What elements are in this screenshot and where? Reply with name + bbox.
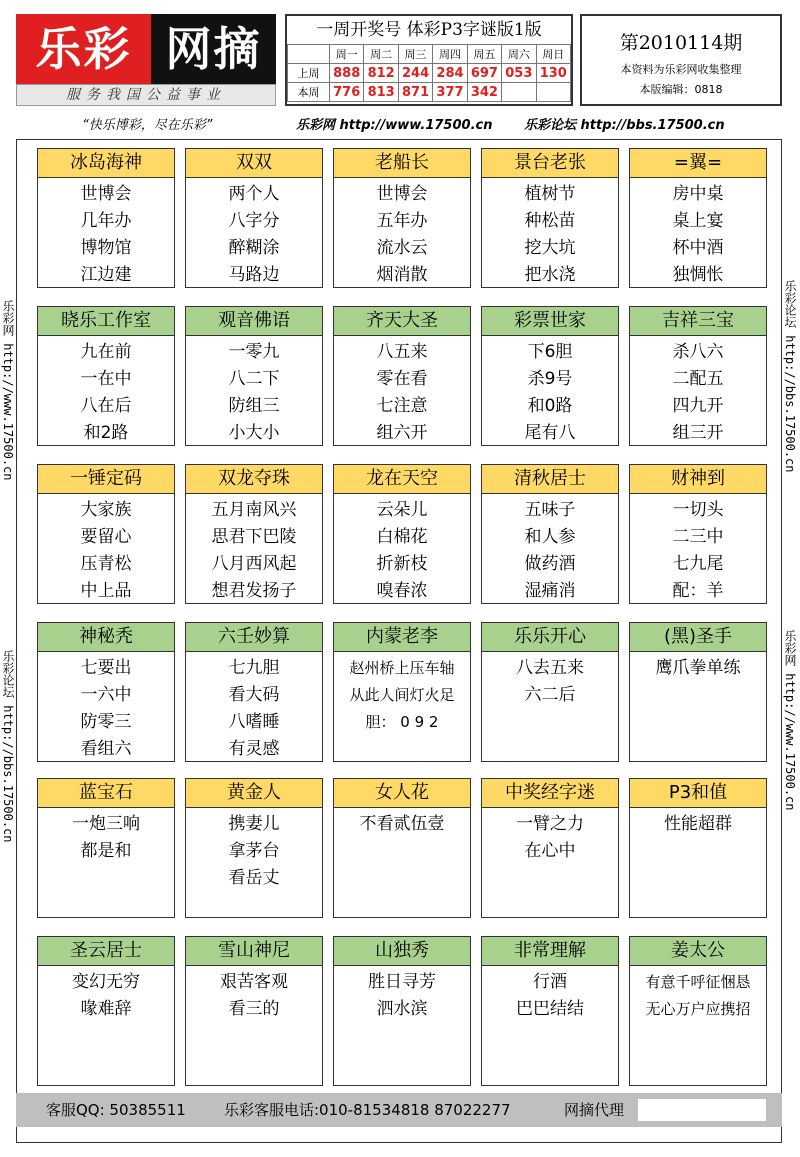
riddle-cell: [629, 778, 767, 918]
riddle-author: 冰岛海神: [37, 148, 175, 178]
row-label: 本周: [288, 83, 330, 102]
riddle-line: 七注意: [376, 396, 428, 416]
riddle-line: 配：羊: [672, 581, 724, 601]
riddle-line: 从此人间灯火足: [349, 686, 455, 704]
draw-days-row: [288, 45, 571, 64]
riddle-cell: [629, 622, 767, 762]
footer-qq: 客服QQ: 50385511: [46, 1101, 186, 1119]
riddle-line: 五年办: [376, 211, 428, 231]
riddle-line: 组六开: [376, 423, 428, 443]
riddle-line: 防组三: [228, 396, 280, 416]
riddle-line: 八去五来: [516, 658, 584, 678]
riddle-line: 一在中: [80, 369, 132, 389]
riddle-line: 八在后: [80, 396, 132, 416]
riddle-cell: [629, 148, 767, 288]
draw-number: 377: [433, 83, 467, 102]
riddle-line: 折新枝: [376, 554, 428, 574]
riddle-line: 桌上宴: [672, 211, 724, 231]
riddle-text: [38, 497, 174, 605]
riddle-text: [334, 497, 470, 605]
draw-number: 130: [536, 64, 570, 83]
riddle-line: 性能超群: [664, 814, 732, 834]
riddle-line: 江边建: [80, 265, 132, 285]
issue-number: 第2010114期: [619, 32, 743, 54]
draw-row-this-week: [288, 83, 571, 102]
riddle-line: 一炮三响: [72, 814, 140, 834]
riddle-author: 财神到: [629, 464, 767, 494]
riddle-cell: [481, 936, 619, 1086]
riddle-line: 看三的: [228, 999, 280, 1019]
riddle-text: [482, 181, 618, 289]
riddle-line: 烟消散: [376, 265, 428, 285]
riddle-cell: [333, 148, 471, 288]
riddle-line: 要留心: [80, 527, 132, 547]
riddle-line: 房中桌: [672, 184, 724, 204]
riddle-line: 有灵感: [228, 739, 280, 759]
riddle-line: 世博会: [80, 184, 132, 204]
riddle-author: 内蒙老李: [333, 622, 471, 652]
riddle-line: 和人参: [524, 527, 576, 547]
riddle-line: 八字分: [228, 211, 280, 231]
riddle-text: [482, 655, 618, 709]
riddle-line: 挖大坑: [524, 238, 576, 258]
riddle-line: 压青松: [80, 554, 132, 574]
riddle-line: 思君下巴陵: [211, 527, 297, 547]
riddle-line: 博物馆: [80, 238, 132, 258]
draw-row-last-week: [288, 64, 571, 83]
riddle-author: 女人花: [333, 778, 471, 808]
riddle-line: 几年办: [80, 211, 132, 231]
riddle-line: 五味子: [524, 500, 576, 520]
riddle-author: 齐天大圣: [333, 306, 471, 336]
riddle-text: [482, 811, 618, 865]
riddle-text: [38, 181, 174, 289]
draw-number: 284: [433, 64, 467, 83]
riddle-line: 八嗜睡: [228, 712, 280, 732]
riddle-line: 看组六: [80, 739, 132, 759]
riddle-author: 雪山神尼: [185, 936, 323, 966]
riddle-text: [630, 181, 766, 289]
riddle-author: 一锤定码: [37, 464, 175, 494]
day-header: 周二: [364, 45, 398, 64]
riddle-author: 蓝宝石: [37, 778, 175, 808]
riddle-text: [334, 969, 470, 1023]
riddle-line: 湿痛消: [524, 581, 576, 601]
riddle-line: 八月西风起: [211, 554, 297, 574]
riddle-line: 六二后: [524, 685, 576, 705]
day-header: 周一: [330, 45, 364, 64]
side-text-left-bottom: 乐彩论坛 http://bbs.17500.cn: [1, 650, 15, 843]
riddle-line: 下6胆: [527, 342, 573, 362]
riddle-line: 白棉花: [376, 527, 428, 547]
riddle-line: 看大码: [228, 685, 280, 705]
riddle-cell: [629, 306, 767, 446]
riddle-line: 杯中酒: [672, 238, 724, 258]
row-label: 上周: [288, 64, 330, 83]
issue-box: [580, 14, 782, 106]
riddle-line: 赵州桥上压车轴: [349, 659, 455, 677]
riddle-line: 世博会: [376, 184, 428, 204]
riddle-cell: [37, 778, 175, 918]
riddle-cell: [333, 936, 471, 1086]
logo: [16, 14, 276, 106]
riddle-line: 七九胆: [228, 658, 280, 678]
riddle-line: 四九开: [672, 396, 724, 416]
riddle-line: 拿茅台: [228, 841, 280, 861]
draw-number: 053: [502, 64, 536, 83]
riddle-line: 嗅春浓: [376, 581, 428, 601]
riddle-text: [186, 181, 322, 289]
riddle-text: [630, 969, 766, 1023]
banner-forum-link[interactable]: 乐彩论坛 http://bbs.17500.cn: [524, 118, 725, 133]
riddle-cell: [481, 306, 619, 446]
riddle-line: 中上品: [80, 581, 132, 601]
riddle-line: 在心中: [524, 841, 576, 861]
issue-editor: 本版编辑：0818: [639, 83, 723, 96]
riddle-line: 艰苦客观: [220, 972, 288, 992]
riddle-author: 景台老张: [481, 148, 619, 178]
riddle-line: 植树节: [524, 184, 576, 204]
riddle-cell: [37, 464, 175, 604]
riddle-line: 有意千呼征悃恳: [645, 973, 751, 991]
riddle-line: 喙难辞: [80, 999, 132, 1019]
riddle-text: [186, 811, 322, 892]
riddle-text: [38, 339, 174, 447]
riddle-author: P3和值: [629, 778, 767, 808]
riddle-author: 山独秀: [333, 936, 471, 966]
draw-number: 776: [330, 83, 364, 102]
riddle-cell: [629, 936, 767, 1086]
riddle-line: 八二下: [228, 369, 280, 389]
riddle-author: 老船长: [333, 148, 471, 178]
riddle-cell: [185, 306, 323, 446]
riddle-cell: [333, 306, 471, 446]
riddle-text: [334, 811, 470, 838]
weekly-draw-box: [285, 14, 573, 106]
riddle-author: 姜太公: [629, 936, 767, 966]
riddle-line: 小大小: [228, 423, 280, 443]
draw-number: [536, 83, 570, 102]
draw-number: 871: [398, 83, 432, 102]
riddle-text: [186, 497, 322, 605]
draw-table: [287, 44, 571, 102]
riddle-cell: [185, 148, 323, 288]
riddle-line: 一臂之力: [516, 814, 584, 834]
riddle-line: 胜日寻芳: [368, 972, 436, 992]
riddle-author: 清秋居士: [481, 464, 619, 494]
riddle-line: 鹰爪拳单练: [655, 658, 741, 678]
riddle-cell: [185, 936, 323, 1086]
banner-quote: “快乐博彩，尽在乐彩”: [82, 118, 213, 133]
riddle-line: 一零九: [228, 342, 280, 362]
riddle-text: [482, 497, 618, 605]
riddle-line: 二配五: [672, 369, 724, 389]
riddle-author: 晓乐工作室: [37, 306, 175, 336]
riddle-text: [186, 655, 322, 763]
banner: [16, 113, 782, 139]
riddle-line: 一六中: [80, 685, 132, 705]
footer-agent: 网摘代理: [564, 1101, 625, 1119]
riddle-line: 两个人: [228, 184, 280, 204]
riddle-author: 非常理解: [481, 936, 619, 966]
riddle-author: 双龙夺珠: [185, 464, 323, 494]
riddle-author: (黑)圣手: [629, 622, 767, 652]
riddle-author: 六壬妙算: [185, 622, 323, 652]
riddle-cell: [333, 622, 471, 762]
riddle-author: 黄金人: [185, 778, 323, 808]
riddle-line: 行酒: [533, 972, 567, 992]
riddle-line: 泗水滨: [376, 999, 428, 1019]
riddle-author: 神秘秃: [37, 622, 175, 652]
riddle-line: 都是和: [80, 841, 132, 861]
riddle-cell: [481, 622, 619, 762]
riddle-cell: [185, 622, 323, 762]
riddle-text: [630, 497, 766, 605]
riddle-line: 想君发扬子: [211, 581, 297, 601]
riddle-line: 种松苗: [524, 211, 576, 231]
riddle-line: 把水浇: [524, 265, 576, 285]
riddle-line: 七九尾: [672, 554, 724, 574]
riddle-line: 和2路: [83, 423, 129, 443]
riddle-text: [334, 655, 470, 736]
riddle-text: [38, 655, 174, 763]
logo-slogan: 服务我国公益事业: [16, 84, 276, 106]
riddle-line: 零在看: [376, 369, 428, 389]
riddle-line: 流水云: [376, 238, 428, 258]
footer: [16, 1093, 782, 1127]
draw-number: 813: [364, 83, 398, 102]
riddle-line: 大家族: [80, 500, 132, 520]
riddle-text: [630, 655, 766, 682]
riddle-cell: [185, 778, 323, 918]
draw-number: 888: [330, 64, 364, 83]
draw-number: 342: [467, 83, 501, 102]
day-header: 周日: [536, 45, 570, 64]
riddle-cell: [481, 464, 619, 604]
draw-number: 244: [398, 64, 432, 83]
logo-red-text: 乐彩: [16, 14, 151, 84]
riddle-author: 乐乐开心: [481, 622, 619, 652]
logo-black-text: 网摘: [151, 14, 276, 84]
riddle-text: [334, 339, 470, 447]
riddle-text: [482, 339, 618, 447]
day-header: 周三: [398, 45, 432, 64]
banner-site-link[interactable]: 乐彩网 http://www.17500.cn: [296, 118, 493, 133]
footer-phone: 乐彩客服电话:010-81534818 87022277: [224, 1101, 511, 1119]
riddle-text: [186, 969, 322, 1023]
riddle-line: 组三开: [672, 423, 724, 443]
issue-source-note: 本资料为乐彩网收集整理: [620, 63, 742, 76]
footer-agent-blank: [638, 1099, 766, 1121]
side-text-right-bottom: 乐彩网 http://www.17500.cn: [783, 630, 797, 811]
riddle-author: 彩票世家: [481, 306, 619, 336]
draw-number: 812: [364, 64, 398, 83]
riddle-cell: [37, 936, 175, 1086]
riddle-text: [482, 969, 618, 1023]
riddle-line: 独惆怅: [672, 265, 724, 285]
riddle-line: 携妻儿: [228, 814, 280, 834]
riddle-line: 巴巴结结: [516, 999, 584, 1019]
riddle-cell: [481, 148, 619, 288]
day-header: 周六: [502, 45, 536, 64]
riddle-line: 一切头: [672, 500, 724, 520]
riddle-cell: [37, 306, 175, 446]
riddle-grid: [16, 139, 782, 1143]
riddle-line: 杀9号: [527, 369, 573, 389]
riddle-cell: [333, 778, 471, 918]
riddle-text: [38, 969, 174, 1023]
riddle-line: 云朵儿: [376, 500, 428, 520]
riddle-line: 看岳丈: [228, 868, 280, 888]
riddle-cell: [185, 464, 323, 604]
riddle-line: 变幻无穷: [72, 972, 140, 992]
riddle-line: 七要出: [80, 658, 132, 678]
riddle-line: 杀八六: [672, 342, 724, 362]
riddle-line: 防零三: [80, 712, 132, 732]
riddle-cell: [481, 778, 619, 918]
riddle-author: 中奖经字迷: [481, 778, 619, 808]
side-text-right-top: 乐彩论坛 http://bbs.17500.cn: [783, 280, 797, 473]
riddle-text: [38, 811, 174, 865]
day-header: 周五: [467, 45, 501, 64]
riddle-author: 圣云居士: [37, 936, 175, 966]
riddle-author: 吉祥三宝: [629, 306, 767, 336]
riddle-author: 观音佛语: [185, 306, 323, 336]
riddle-cell: [37, 622, 175, 762]
riddle-text: [630, 811, 766, 838]
riddle-line: 二三中: [672, 527, 724, 547]
riddle-text: [334, 181, 470, 289]
day-header: 周四: [433, 45, 467, 64]
riddle-text: [630, 339, 766, 447]
riddle-line: 不看贰伍壹: [359, 814, 445, 834]
riddle-author: 双双: [185, 148, 323, 178]
draw-title: 一周开奖号 体彩P3字谜版1版: [316, 20, 542, 40]
riddle-line: 八五来: [376, 342, 428, 362]
riddle-cell: [333, 464, 471, 604]
riddle-line: 做药酒: [524, 554, 576, 574]
riddle-line: 尾有八: [524, 423, 576, 443]
riddle-text: [186, 339, 322, 447]
riddle-cell: [629, 464, 767, 604]
draw-number: [502, 83, 536, 102]
side-text-left-top: 乐彩网 http://www.17500.cn: [1, 300, 15, 481]
riddle-cell: [37, 148, 175, 288]
riddle-line: 和0路: [527, 396, 573, 416]
draw-number: 697: [467, 64, 501, 83]
riddle-line: 马路边: [228, 265, 280, 285]
riddle-line: 无心万户应携招: [645, 1000, 751, 1018]
riddle-line: 九在前: [80, 342, 132, 362]
riddle-line: 五月南风兴: [211, 500, 297, 520]
riddle-author: 龙在天空: [333, 464, 471, 494]
riddle-line: 醉糊涂: [228, 238, 280, 258]
riddle-line: 胆： 0 9 2: [365, 713, 439, 731]
riddle-author: =翼=: [629, 148, 767, 178]
